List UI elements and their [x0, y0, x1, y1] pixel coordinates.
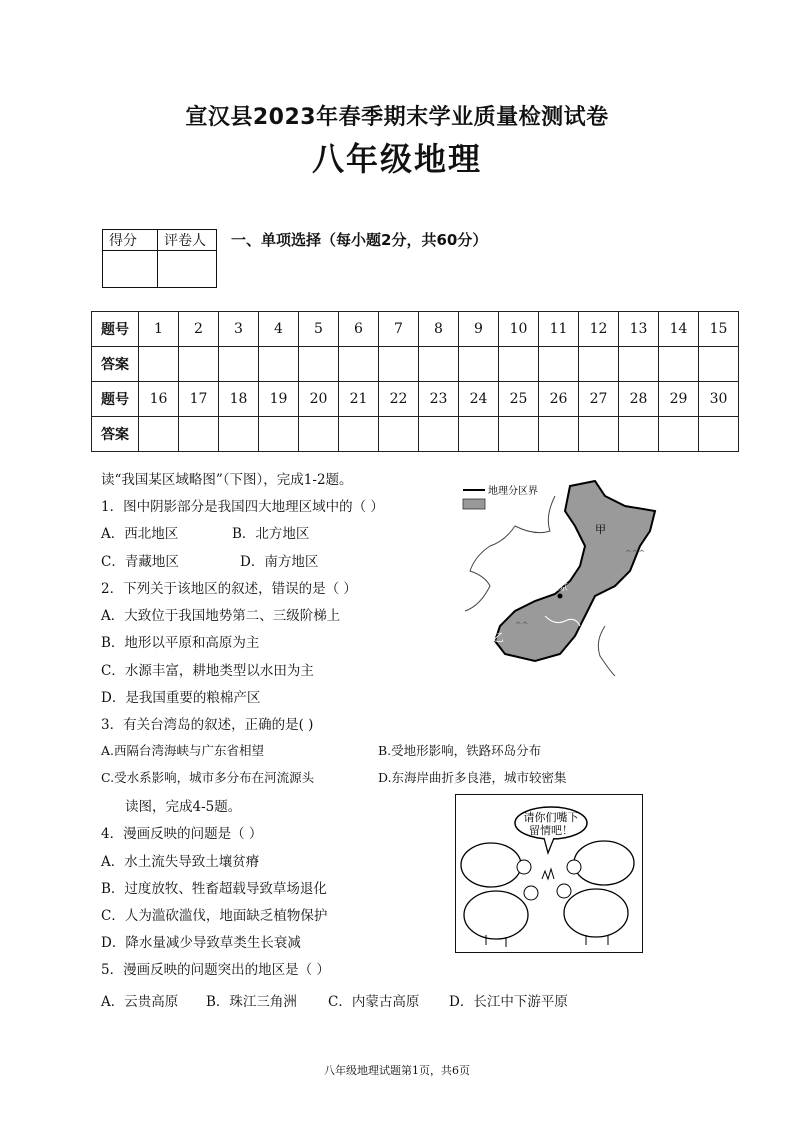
- answer-cell[interactable]: [379, 347, 419, 382]
- option-5b: B．珠江三角洲: [206, 994, 297, 1010]
- answer-cell[interactable]: [339, 347, 379, 382]
- question-number-cell: 28: [619, 382, 659, 417]
- question-number-cell: 30: [699, 382, 739, 417]
- intro-q4-5: 读图，完成4-5题。: [125, 799, 242, 815]
- question-number-cell: 6: [339, 312, 379, 347]
- answer-cell[interactable]: [139, 347, 179, 382]
- option-3c: C.受水系影响，城市多分布在河流源头: [101, 770, 315, 785]
- score-box: [102, 229, 217, 288]
- question-number-cell: 15: [699, 312, 739, 347]
- answer-cell[interactable]: [139, 417, 179, 452]
- option-1a: A．西北地区: [101, 526, 179, 542]
- cartoon-frame: [455, 794, 643, 953]
- answer-cell[interactable]: [619, 417, 659, 452]
- question-number-cell: 26: [539, 382, 579, 417]
- question-number-cell: 9: [459, 312, 499, 347]
- question-number-cell: 1: [139, 312, 179, 347]
- beijing-dot-icon: [558, 594, 563, 599]
- answer-cell[interactable]: [699, 347, 739, 382]
- row-label: 答案: [92, 347, 139, 382]
- section-title: 一、单项选择（每小题2分，共60分）: [231, 231, 488, 249]
- sheep-icon: [464, 891, 528, 939]
- option-4b: B．过度放牧、牲畜超载导致草场退化: [101, 881, 327, 897]
- question-number-cell: 8: [419, 312, 459, 347]
- option-3b: B.受地形影响，铁路环岛分布: [378, 743, 542, 758]
- question-5: 5．漫画反映的问题突出的地区是（ ）: [101, 962, 330, 978]
- grader-label: 评卷人: [158, 230, 217, 251]
- question-number-cell: 20: [299, 382, 339, 417]
- option-1d: D．南方地区: [240, 554, 319, 570]
- question-number-cell: 24: [459, 382, 499, 417]
- question-number-cell: 3: [219, 312, 259, 347]
- table-row: [92, 312, 739, 347]
- answer-cell[interactable]: [699, 417, 739, 452]
- question-number-cell: 4: [259, 312, 299, 347]
- legend-label: 地理分区界: [488, 486, 538, 497]
- grass-icon: [542, 869, 554, 879]
- region-map: [455, 476, 665, 676]
- answer-cell[interactable]: [179, 347, 219, 382]
- sheep-icon: [574, 841, 634, 885]
- answer-cell[interactable]: [539, 347, 579, 382]
- question-number-cell: 18: [219, 382, 259, 417]
- bubble-tail: [544, 838, 554, 853]
- option-2a: A．大致位于我国地势第二、三级阶梯上: [101, 608, 341, 624]
- question-number-cell: 14: [659, 312, 699, 347]
- answer-cell[interactable]: [619, 347, 659, 382]
- answer-cell[interactable]: [659, 417, 699, 452]
- exam-subject: 八年级地理: [311, 140, 482, 178]
- row-label: 题号: [92, 382, 139, 417]
- legend-shade-icon: [463, 499, 485, 509]
- answer-cell[interactable]: [539, 417, 579, 452]
- answer-cell[interactable]: [259, 347, 299, 382]
- answer-cell[interactable]: [499, 417, 539, 452]
- question-number-cell: 21: [339, 382, 379, 417]
- page-footer: 八年级地理试题第1页，共6页: [324, 1064, 470, 1077]
- option-2d: D．是我国重要的粮棉产区: [101, 690, 261, 706]
- option-2b: B．地形以平原和高原为主: [101, 635, 260, 651]
- question-1: 1．图中阴影部分是我国四大地理区域中的（ ）: [101, 499, 384, 515]
- option-1b: B．北方地区: [232, 526, 310, 542]
- score-cell[interactable]: [103, 251, 158, 288]
- sheep-head-icon: [517, 860, 531, 874]
- question-number-cell: 22: [379, 382, 419, 417]
- question-number-cell: 10: [499, 312, 539, 347]
- answer-cell[interactable]: [219, 347, 259, 382]
- question-number-cell: 17: [179, 382, 219, 417]
- sheep-icon: [564, 889, 628, 937]
- answer-cell[interactable]: [579, 417, 619, 452]
- bubble-text-2: 留情吧！: [529, 824, 573, 837]
- question-number-cell: 2: [179, 312, 219, 347]
- table-row: [92, 417, 739, 452]
- row-label: 答案: [92, 417, 139, 452]
- option-2c: C．水源丰富，耕地类型以水田为主: [101, 663, 314, 679]
- answer-table: [91, 311, 739, 452]
- option-4c: C．人为滥砍滥伐，地面缺乏植物保护: [101, 908, 328, 924]
- answer-cell[interactable]: [459, 417, 499, 452]
- question-2: 2．下列关于该地区的叙述，错误的是（ ）: [101, 581, 357, 597]
- answer-cell[interactable]: [419, 347, 459, 382]
- label-yi: 乙: [493, 631, 504, 644]
- mountain-icon: ^^^: [625, 549, 646, 558]
- answer-cell[interactable]: [219, 417, 259, 452]
- question-number-cell: 19: [259, 382, 299, 417]
- sheep-head-icon: [524, 886, 538, 900]
- question-number-cell: 13: [619, 312, 659, 347]
- mountain-icon: ^^: [515, 621, 529, 630]
- answer-cell[interactable]: [419, 417, 459, 452]
- answer-cell[interactable]: [339, 417, 379, 452]
- label-beijing: 北京: [550, 583, 569, 593]
- option-5a: A．云贵高原: [101, 994, 179, 1010]
- answer-cell[interactable]: [259, 417, 299, 452]
- grader-cell[interactable]: [158, 251, 217, 288]
- cartoon-illustration: [456, 795, 642, 952]
- table-row: [92, 382, 739, 417]
- question-4: 4．漫画反映的问题是（ ）: [101, 826, 263, 842]
- question-number-cell: 16: [139, 382, 179, 417]
- answer-cell[interactable]: [379, 417, 419, 452]
- question-3: 3．有关台湾岛的叙述，正确的是( ): [101, 717, 314, 733]
- question-number-cell: 5: [299, 312, 339, 347]
- sheep-head-icon: [567, 860, 581, 874]
- answer-cell[interactable]: [299, 417, 339, 452]
- answer-cell[interactable]: [459, 347, 499, 382]
- answer-cell[interactable]: [659, 347, 699, 382]
- answer-cell[interactable]: [299, 347, 339, 382]
- question-number-cell: 7: [379, 312, 419, 347]
- option-5c: C．内蒙古高原: [328, 994, 420, 1010]
- option-4d: D．降水量减少导致草类生长衰减: [101, 935, 301, 951]
- score-label: 得分: [103, 230, 158, 251]
- sheep-icon: [461, 843, 521, 887]
- intro-q1-2: 读“我国某区域略图”（下图），完成1-2题。: [101, 472, 353, 488]
- question-number-cell: 29: [659, 382, 699, 417]
- exam-title: 宣汉县2023年春季期末学业质量检测试卷: [185, 105, 609, 130]
- bubble-text-1: 请你们嘴下: [523, 811, 579, 824]
- shaded-region: [495, 481, 655, 661]
- row-label: 题号: [92, 312, 139, 347]
- option-1c: C．青藏地区: [101, 554, 179, 570]
- coast-line: [598, 626, 615, 676]
- question-number-cell: 25: [499, 382, 539, 417]
- option-5d: D．长江中下游平原: [449, 994, 568, 1010]
- question-number-cell: 11: [539, 312, 579, 347]
- label-jia: 甲: [595, 523, 606, 536]
- question-number-cell: 23: [419, 382, 459, 417]
- answer-cell[interactable]: [579, 347, 619, 382]
- option-3d: D.东海岸曲折多良港，城市较密集: [378, 770, 567, 785]
- question-number-cell: 12: [579, 312, 619, 347]
- boundary-line: [465, 496, 555, 611]
- answer-cell[interactable]: [499, 347, 539, 382]
- answer-cell[interactable]: [179, 417, 219, 452]
- question-number-cell: 27: [579, 382, 619, 417]
- table-row: [92, 347, 739, 382]
- option-3a: A.西隔台湾海峡与广东省相望: [101, 743, 265, 758]
- option-4a: A．水土流失导致土壤贫瘠: [101, 854, 260, 870]
- sheep-head-icon: [557, 884, 571, 898]
